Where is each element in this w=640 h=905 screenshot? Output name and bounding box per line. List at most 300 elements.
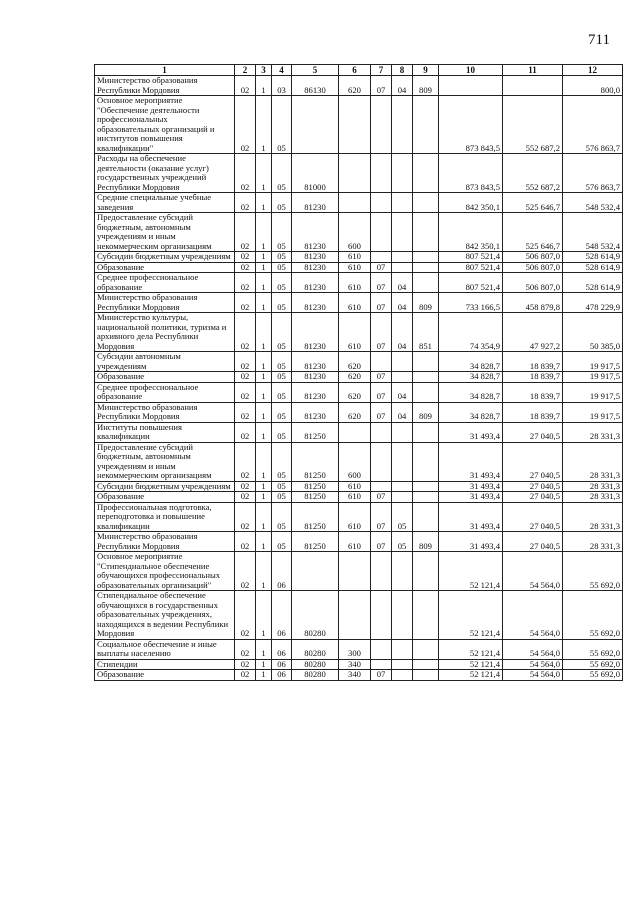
col-gp: 02 <box>235 481 256 492</box>
col-pp: 1 <box>256 96 272 154</box>
row-name: Предоставление субсидий бюджетным, автономным учреждениям и иным некоммерческим организациям <box>95 442 235 481</box>
amount-2023: 506 807,0 <box>503 252 563 263</box>
table-row <box>95 273 623 293</box>
col-grbs <box>413 193 439 213</box>
amount-2022: 842 350,1 <box>439 213 503 252</box>
col-grbs <box>413 273 439 293</box>
col-vr <box>339 422 371 442</box>
row-name: Министерство образования Республики Мордовия <box>95 532 235 552</box>
col-grbs <box>413 492 439 503</box>
row-name: Субсидии автономным учреждениям <box>95 352 235 372</box>
col-vr: 610 <box>339 273 371 293</box>
amount-2022: 733 166,5 <box>439 293 503 313</box>
amount-2022: 31 493,4 <box>439 532 503 552</box>
col-grbs: 809 <box>413 76 439 96</box>
col-vr: 610 <box>339 313 371 352</box>
col-grbs: 809 <box>413 293 439 313</box>
amount-2023: 506 807,0 <box>503 273 563 293</box>
amount-2022 <box>439 76 503 96</box>
col-pp: 1 <box>256 492 272 503</box>
amount-2024: 55 692,0 <box>563 639 623 659</box>
table-header-row <box>95 65 623 76</box>
col-pr <box>392 352 413 372</box>
column-header: 12 <box>563 65 623 76</box>
col-pr <box>392 193 413 213</box>
col-pp: 1 <box>256 402 272 422</box>
amount-2023: 18 839,7 <box>503 402 563 422</box>
column-header: 2 <box>235 65 256 76</box>
table-row <box>95 352 623 372</box>
col-pp: 1 <box>256 213 272 252</box>
amount-2022: 52 121,4 <box>439 639 503 659</box>
col-pr <box>392 213 413 252</box>
table-row <box>95 402 623 422</box>
amount-2022: 52 121,4 <box>439 670 503 681</box>
col-om: 06 <box>272 591 292 640</box>
col-gp: 02 <box>235 442 256 481</box>
table-row <box>95 76 623 96</box>
amount-2023: 18 839,7 <box>503 382 563 402</box>
table-row <box>95 532 623 552</box>
col-grbs <box>413 213 439 252</box>
col-gp: 02 <box>235 639 256 659</box>
col-grbs <box>413 422 439 442</box>
amount-2022: 74 354,9 <box>439 313 503 352</box>
amount-2022: 52 121,4 <box>439 591 503 640</box>
col-rz <box>371 659 392 670</box>
col-grbs <box>413 442 439 481</box>
col-vr <box>339 591 371 640</box>
col-grbs: 809 <box>413 402 439 422</box>
col-pp: 1 <box>256 193 272 213</box>
col-direction <box>292 552 339 591</box>
col-gp: 02 <box>235 293 256 313</box>
table-row <box>95 639 623 659</box>
col-om: 05 <box>272 442 292 481</box>
column-header: 1 <box>95 65 235 76</box>
col-direction: 81230 <box>292 402 339 422</box>
col-rz: 07 <box>371 76 392 96</box>
table-row <box>95 502 623 532</box>
col-rz <box>371 154 392 193</box>
col-om: 05 <box>272 502 292 532</box>
amount-2022: 34 828,7 <box>439 372 503 383</box>
col-vr <box>339 154 371 193</box>
col-direction: 81230 <box>292 213 339 252</box>
col-om: 05 <box>272 481 292 492</box>
col-direction: 80280 <box>292 591 339 640</box>
table-row <box>95 96 623 154</box>
col-vr <box>339 552 371 591</box>
col-pp: 1 <box>256 481 272 492</box>
amount-2024: 478 229,9 <box>563 293 623 313</box>
col-direction: 81230 <box>292 193 339 213</box>
col-pr <box>392 639 413 659</box>
table-row <box>95 293 623 313</box>
amount-2023: 54 564,0 <box>503 552 563 591</box>
amount-2024: 19 917,5 <box>563 382 623 402</box>
table-row <box>95 262 623 273</box>
col-grbs <box>413 382 439 402</box>
col-direction: 81230 <box>292 262 339 273</box>
col-pr <box>392 481 413 492</box>
row-name: Институты повышения квалификации <box>95 422 235 442</box>
col-pp: 1 <box>256 372 272 383</box>
amount-2023: 27 040,5 <box>503 481 563 492</box>
amount-2024: 19 917,5 <box>563 352 623 372</box>
col-gp: 02 <box>235 352 256 372</box>
col-pr <box>392 262 413 273</box>
col-rz <box>371 422 392 442</box>
amount-2022: 34 828,7 <box>439 382 503 402</box>
col-vr: 620 <box>339 402 371 422</box>
col-pr: 04 <box>392 273 413 293</box>
col-direction: 81250 <box>292 422 339 442</box>
col-vr: 620 <box>339 372 371 383</box>
col-om: 06 <box>272 659 292 670</box>
row-name: Предоставление субсидий бюджетным, автономным учреждениям и иным некоммерческим организациям <box>95 213 235 252</box>
amount-2024: 576 863,7 <box>563 154 623 193</box>
amount-2024: 28 331,3 <box>563 442 623 481</box>
col-om: 03 <box>272 76 292 96</box>
col-vr: 610 <box>339 502 371 532</box>
col-pr <box>392 372 413 383</box>
col-vr: 610 <box>339 492 371 503</box>
amount-2024: 55 692,0 <box>563 591 623 640</box>
row-name: Основное мероприятие "Стипендиальное обеспечение обучающихся профессиональных образовательных организаций" <box>95 552 235 591</box>
row-name: Министерство образования Республики Мордовия <box>95 293 235 313</box>
col-vr: 300 <box>339 639 371 659</box>
table-row <box>95 492 623 503</box>
col-gp: 02 <box>235 213 256 252</box>
row-name: Образование <box>95 262 235 273</box>
col-direction: 81250 <box>292 502 339 532</box>
row-name: Средние специальные учебные заведения <box>95 193 235 213</box>
col-om: 05 <box>272 262 292 273</box>
col-rz <box>371 213 392 252</box>
col-pr: 04 <box>392 76 413 96</box>
col-pp: 1 <box>256 154 272 193</box>
col-gp: 02 <box>235 273 256 293</box>
col-pp: 1 <box>256 659 272 670</box>
row-name: Среднее профессиональное образование <box>95 382 235 402</box>
amount-2022: 52 121,4 <box>439 552 503 591</box>
col-pp: 1 <box>256 532 272 552</box>
amount-2024: 50 385,0 <box>563 313 623 352</box>
col-om: 06 <box>272 639 292 659</box>
col-pp: 1 <box>256 352 272 372</box>
amount-2022: 31 493,4 <box>439 492 503 503</box>
amount-2024: 28 331,3 <box>563 502 623 532</box>
amount-2022: 873 843,5 <box>439 96 503 154</box>
table-row <box>95 481 623 492</box>
column-header: 9 <box>413 65 439 76</box>
amount-2024: 548 532,4 <box>563 213 623 252</box>
row-name: Образование <box>95 492 235 503</box>
amount-2024: 576 863,7 <box>563 96 623 154</box>
col-direction: 81250 <box>292 492 339 503</box>
col-pr <box>392 492 413 503</box>
col-direction: 81250 <box>292 532 339 552</box>
amount-2024: 28 331,3 <box>563 422 623 442</box>
col-grbs <box>413 96 439 154</box>
amount-2023: 27 040,5 <box>503 422 563 442</box>
amount-2023: 54 564,0 <box>503 659 563 670</box>
col-om: 05 <box>272 252 292 263</box>
table-row <box>95 213 623 252</box>
col-direction: 81230 <box>292 252 339 263</box>
col-pr: 04 <box>392 402 413 422</box>
col-rz: 07 <box>371 502 392 532</box>
col-gp: 02 <box>235 193 256 213</box>
col-om: 05 <box>272 154 292 193</box>
col-pp: 1 <box>256 293 272 313</box>
col-pr: 04 <box>392 313 413 352</box>
amount-2024: 528 614,9 <box>563 262 623 273</box>
col-gp: 02 <box>235 402 256 422</box>
col-pr <box>392 252 413 263</box>
col-grbs <box>413 591 439 640</box>
amount-2023: 54 564,0 <box>503 639 563 659</box>
col-gp: 02 <box>235 552 256 591</box>
col-vr: 610 <box>339 293 371 313</box>
col-rz <box>371 639 392 659</box>
table-row <box>95 382 623 402</box>
table-row <box>95 552 623 591</box>
col-gp: 02 <box>235 502 256 532</box>
col-rz: 07 <box>371 402 392 422</box>
col-pp: 1 <box>256 382 272 402</box>
table-row <box>95 372 623 383</box>
col-om: 05 <box>272 193 292 213</box>
amount-2024: 528 614,9 <box>563 252 623 263</box>
col-vr: 610 <box>339 532 371 552</box>
col-pp: 1 <box>256 76 272 96</box>
col-pp: 1 <box>256 502 272 532</box>
col-grbs: 851 <box>413 313 439 352</box>
col-direction: 81230 <box>292 382 339 402</box>
row-name: Образование <box>95 670 235 681</box>
col-grbs <box>413 154 439 193</box>
col-om: 05 <box>272 382 292 402</box>
col-gp: 02 <box>235 252 256 263</box>
col-gp: 02 <box>235 96 256 154</box>
col-direction: 81230 <box>292 352 339 372</box>
col-vr <box>339 96 371 154</box>
col-rz: 07 <box>371 313 392 352</box>
col-om: 05 <box>272 372 292 383</box>
col-pp: 1 <box>256 670 272 681</box>
col-rz: 07 <box>371 262 392 273</box>
col-rz <box>371 193 392 213</box>
col-gp: 02 <box>235 659 256 670</box>
col-rz <box>371 552 392 591</box>
col-pp: 1 <box>256 313 272 352</box>
col-pp: 1 <box>256 262 272 273</box>
page-number: 711 <box>588 32 610 48</box>
col-om: 06 <box>272 552 292 591</box>
col-om: 05 <box>272 492 292 503</box>
amount-2022: 31 493,4 <box>439 442 503 481</box>
amount-2024: 528 614,9 <box>563 273 623 293</box>
amount-2023: 54 564,0 <box>503 670 563 681</box>
col-om: 05 <box>272 402 292 422</box>
amount-2023: 27 040,5 <box>503 532 563 552</box>
amount-2023: 18 839,7 <box>503 372 563 383</box>
col-pr <box>392 670 413 681</box>
col-gp: 02 <box>235 76 256 96</box>
col-vr: 340 <box>339 659 371 670</box>
column-header: 10 <box>439 65 503 76</box>
col-vr: 620 <box>339 382 371 402</box>
amount-2024: 800,0 <box>563 76 623 96</box>
col-rz <box>371 442 392 481</box>
table-body <box>95 76 623 681</box>
amount-2024: 19 917,5 <box>563 372 623 383</box>
col-om: 05 <box>272 422 292 442</box>
amount-2022: 52 121,4 <box>439 659 503 670</box>
table-row <box>95 659 623 670</box>
table-row <box>95 670 623 681</box>
amount-2024: 28 331,3 <box>563 532 623 552</box>
table-row <box>95 442 623 481</box>
col-pp: 1 <box>256 639 272 659</box>
col-pr <box>392 96 413 154</box>
col-direction: 80280 <box>292 670 339 681</box>
amount-2023: 54 564,0 <box>503 591 563 640</box>
amount-2024: 548 532,4 <box>563 193 623 213</box>
row-name: Основное мероприятие "Обеспечение деятельности профессиональных образовательных организаций и институтов повышения квалификации" <box>95 96 235 154</box>
table-row <box>95 252 623 263</box>
column-header: 8 <box>392 65 413 76</box>
col-grbs <box>413 352 439 372</box>
amount-2023: 506 807,0 <box>503 262 563 273</box>
col-direction: 80280 <box>292 639 339 659</box>
col-pr: 04 <box>392 382 413 402</box>
col-pr <box>392 154 413 193</box>
col-rz <box>371 252 392 263</box>
col-direction: 80280 <box>292 659 339 670</box>
amount-2022: 873 843,5 <box>439 154 503 193</box>
col-grbs <box>413 481 439 492</box>
col-om: 06 <box>272 670 292 681</box>
col-vr: 620 <box>339 352 371 372</box>
col-om: 05 <box>272 352 292 372</box>
col-om: 05 <box>272 532 292 552</box>
col-rz <box>371 96 392 154</box>
amount-2023: 18 839,7 <box>503 352 563 372</box>
col-pp: 1 <box>256 422 272 442</box>
col-pr <box>392 552 413 591</box>
amount-2023: 552 687,2 <box>503 154 563 193</box>
amount-2022: 31 493,4 <box>439 422 503 442</box>
row-name: Среднее профессиональное образование <box>95 273 235 293</box>
row-name: Стипендиальное обеспечение обучающихся в государственных образовательных учреждениях, находящихся в ведении Республики Мордовия <box>95 591 235 640</box>
amount-2023: 47 927,2 <box>503 313 563 352</box>
amount-2022: 807 521,4 <box>439 273 503 293</box>
col-grbs <box>413 252 439 263</box>
col-grbs <box>413 262 439 273</box>
table-row <box>95 313 623 352</box>
column-header: 11 <box>503 65 563 76</box>
row-name: Расходы на обеспечение деятельности (оказание услуг) государственных учреждений Республики Мордовия <box>95 154 235 193</box>
amount-2024: 55 692,0 <box>563 659 623 670</box>
col-pr <box>392 442 413 481</box>
col-rz: 07 <box>371 382 392 402</box>
col-pp: 1 <box>256 273 272 293</box>
amount-2023: 525 646,7 <box>503 213 563 252</box>
col-rz: 07 <box>371 492 392 503</box>
col-grbs <box>413 372 439 383</box>
amount-2024: 28 331,3 <box>563 481 623 492</box>
col-gp: 02 <box>235 382 256 402</box>
table-row <box>95 193 623 213</box>
row-name: Министерство образования Республики Мордовия <box>95 76 235 96</box>
col-pr <box>392 659 413 670</box>
amount-2024: 55 692,0 <box>563 670 623 681</box>
table-row <box>95 422 623 442</box>
col-vr: 340 <box>339 670 371 681</box>
col-direction: 86130 <box>292 76 339 96</box>
col-vr <box>339 193 371 213</box>
col-rz: 07 <box>371 273 392 293</box>
col-vr: 610 <box>339 481 371 492</box>
amount-2023: 525 646,7 <box>503 193 563 213</box>
column-header: 3 <box>256 65 272 76</box>
col-rz <box>371 481 392 492</box>
col-pp: 1 <box>256 552 272 591</box>
amount-2023: 458 879,8 <box>503 293 563 313</box>
col-vr: 610 <box>339 262 371 273</box>
amount-2023: 27 040,5 <box>503 492 563 503</box>
col-gp: 02 <box>235 262 256 273</box>
col-vr: 600 <box>339 213 371 252</box>
amount-2023 <box>503 76 563 96</box>
col-pr: 05 <box>392 532 413 552</box>
budget-table <box>94 64 623 681</box>
amount-2024: 55 692,0 <box>563 552 623 591</box>
column-header: 4 <box>272 65 292 76</box>
amount-2022: 807 521,4 <box>439 252 503 263</box>
col-rz: 07 <box>371 670 392 681</box>
amount-2022: 31 493,4 <box>439 481 503 492</box>
col-grbs: 809 <box>413 532 439 552</box>
col-vr: 620 <box>339 76 371 96</box>
col-rz <box>371 352 392 372</box>
col-pr <box>392 591 413 640</box>
col-rz: 07 <box>371 532 392 552</box>
row-name: Министерство культуры, национальной политики, туризма и архивного дела Республики Мордовия <box>95 313 235 352</box>
col-gp: 02 <box>235 591 256 640</box>
col-om: 05 <box>272 213 292 252</box>
amount-2023: 27 040,5 <box>503 442 563 481</box>
col-gp: 02 <box>235 532 256 552</box>
row-name: Субсидии бюджетным учреждениям <box>95 252 235 263</box>
col-pp: 1 <box>256 252 272 263</box>
amount-2024: 19 917,5 <box>563 402 623 422</box>
col-direction: 81250 <box>292 442 339 481</box>
col-pr: 05 <box>392 502 413 532</box>
col-direction: 81250 <box>292 481 339 492</box>
amount-2022: 842 350,1 <box>439 193 503 213</box>
amount-2022: 807 521,4 <box>439 262 503 273</box>
col-gp: 02 <box>235 313 256 352</box>
col-direction: 81230 <box>292 273 339 293</box>
col-om: 05 <box>272 293 292 313</box>
col-direction <box>292 96 339 154</box>
col-direction: 81230 <box>292 372 339 383</box>
col-om: 05 <box>272 273 292 293</box>
